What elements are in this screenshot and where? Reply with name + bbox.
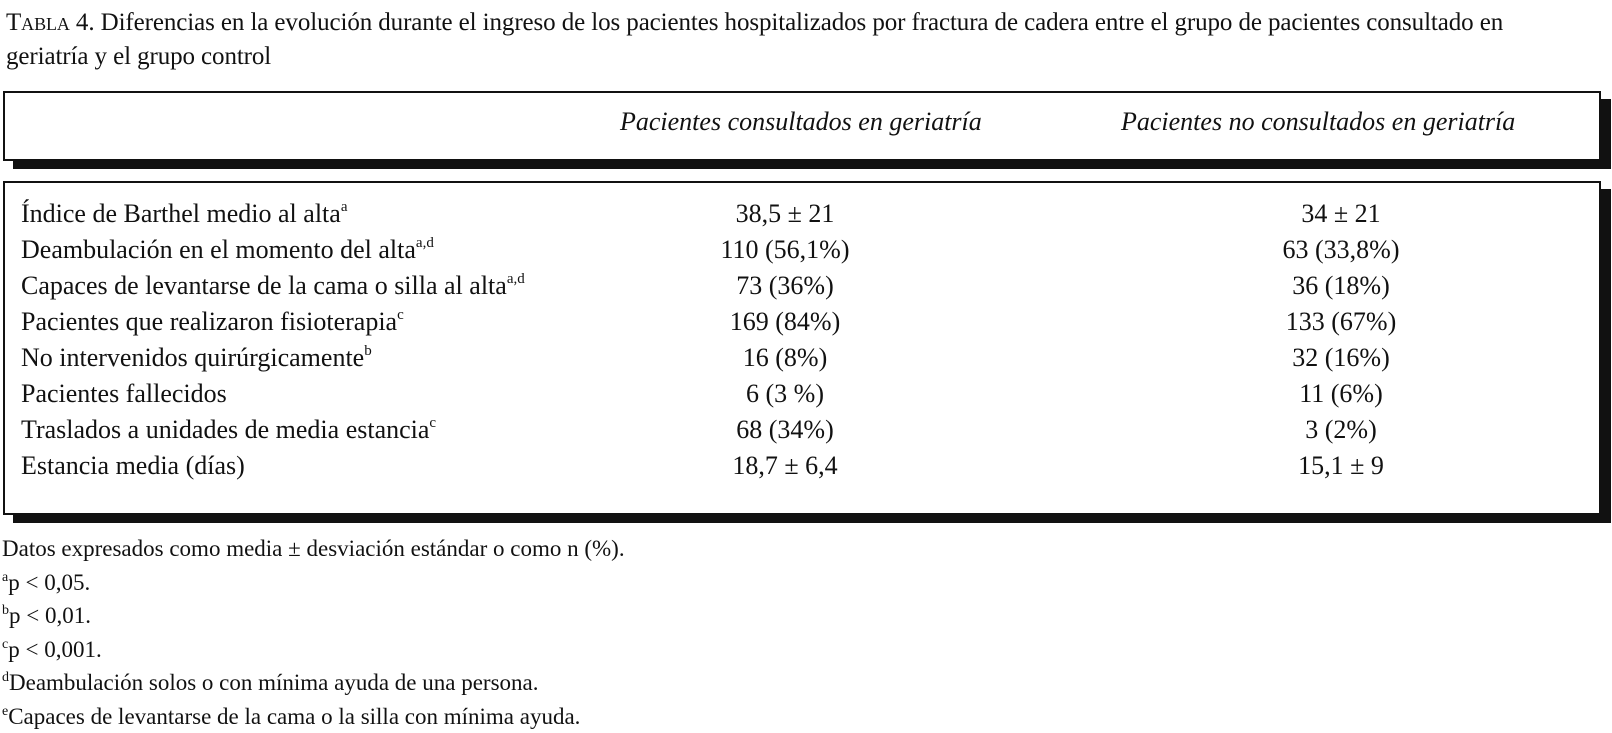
cell-not-consulted: 63 (33,8%) [1282,235,1400,264]
table-row-fallecidos [5,375,1599,412]
table-caption [6,6,1546,74]
footnote-mark: c [2,636,9,652]
table-header [3,91,1601,161]
footnote-a: $^a$p < 0,05. [2,569,91,595]
table-row-estancia [5,447,1599,484]
footnote-marker: c [397,307,404,323]
footnote-marker: a [340,199,348,215]
row-label: Estancia media (días) [21,451,245,480]
cell-consulted: 68 (34%) [736,415,834,444]
table-body [3,181,1601,515]
cell-consulted: 169 (84%) [729,307,841,336]
footnote-main: Datos expresados como media ± desviación estándar o como n (%). [2,536,625,561]
row-label: Índice de Barthel medio al alta$^a$ [21,199,348,228]
footnote-marker: b [364,343,372,359]
cell-consulted: 16 (8%) [742,343,828,372]
table-row-levantarse [5,267,1599,304]
footnote-mark: a [2,569,9,585]
footnote-d: $^d$Deambulación solos o con mínima ayuda de una persona. [2,670,539,695]
footnote-mark: e [2,703,9,719]
row-label: No intervenidos quirúrgicamente$^b$ [21,343,372,372]
footnote-marker: a,d [415,235,434,251]
footnote-marker: a,d [506,271,525,287]
cell-not-consulted: 32 (16%) [1292,343,1390,372]
cell-not-consulted: 36 (18%) [1292,271,1390,300]
table-row-barthel [5,195,1599,232]
footnote-b: $^b$p < 0,01. [2,603,91,628]
cell-consulted: 6 (3 %) [746,379,824,408]
footnote-mark: b [2,603,9,618]
cell-consulted: 110 (56,1%) [720,235,850,264]
cell-not-consulted: 34 ± 21 [1301,199,1381,228]
row-label: Capaces de levantarse de la cama o silla al alta$^{a,d}$ [21,271,525,300]
cell-not-consulted: 11 (6%) [1299,379,1383,408]
footnote-e: $^e$Capaces de levantarse de la cama o la silla con mínima ayuda. [2,703,581,729]
cell-not-consulted: 3 (2%) [1305,415,1377,444]
cell-consulted: 18,7 ± 6,4 [732,451,838,480]
table-row-deambulacion [5,231,1599,268]
table-row-no-intervenidos [5,339,1599,376]
table-row-traslados [5,411,1599,448]
cell-not-consulted: 133 (67%) [1285,307,1397,336]
footnote-marker: c [429,415,437,431]
table-row-fisioterapia [5,303,1599,340]
footnote-c: $^c$p < 0,001. [2,636,102,662]
cell-consulted: 73 (36%) [736,271,834,300]
column-header-not-consulted: Pacientes no consultados en geriatría [1121,107,1516,136]
footnote-mark: d [2,670,9,685]
table-footnotes [2,532,625,733]
row-label: Pacientes fallecidos [21,379,227,408]
cell-not-consulted: 15,1 ± 9 [1298,451,1384,480]
row-label: Deambulación en el momento del alta$^{a,d}$ [21,235,434,264]
column-header-consulted: Pacientes consultados en geriatría [620,107,982,136]
row-label: Pacientes que realizaron fisioterapia$^c$ [21,307,404,336]
row-label: Traslados a unidades de media estancia$^c$ [21,415,437,444]
table-number: Tabla 4. [6,9,95,36]
cell-consulted: 38,5 ± 21 [735,199,835,228]
caption-text: Diferencias en la evolución durante el ingreso de los pacientes hospitalizados por fractura de cadera entre el grupo de pacientes consultado en geriatría y el grupo control [6,9,1504,70]
